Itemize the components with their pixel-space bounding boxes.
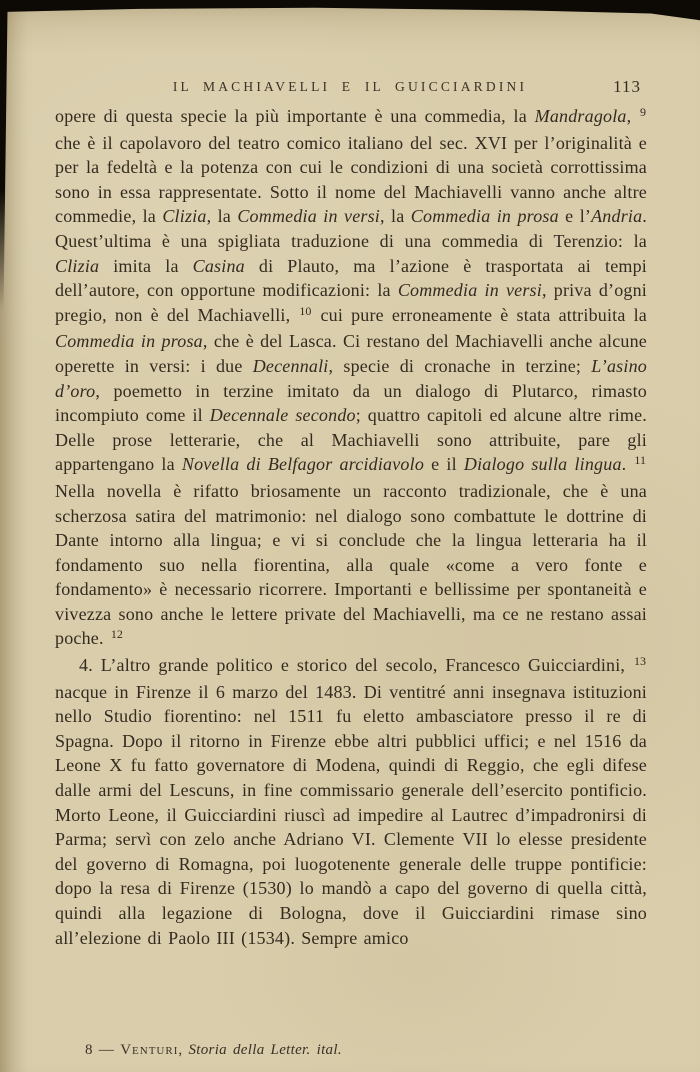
text-run: . (621, 454, 634, 475)
text-run: Nella novella è rifatto briosamente un racconto tradizionale, che è una scherzosa satira del matrimonio: nel dialogo sono combattute le dottrine di Dante intorno alla lingua; e vi si conclude che la lingua letteraria ha il fondamento suo nella fiorentina, alla quale «come a vero fonte e fondamento» è necessario ricorrere. Importanti e bellissime per spontaneità e vivezza sono anche le lettere private del Machiavelli, ma ce ne restano assai poche. (55, 480, 647, 649)
text-run: Dialogo sulla lingua (463, 454, 622, 475)
text-run: Commedia in versi (237, 206, 381, 227)
text-run: , (178, 1042, 189, 1058)
footnote-reference: 9 (640, 105, 647, 119)
footnote-reference: 10 (299, 303, 312, 318)
text-run: che è il capolavoro del teatro comico italiano del sec. XVI per l’originalità e per la fedeltà e la potenza con cui le condizioni di una società corrottissima sono in essa rappresentate. Sotto il nome del Machiavelli vanno anche altre commedie, la (55, 132, 647, 227)
text-run: di Plauto, ma l’azione è trasportata ai tempi dell’autore, con opportune modificazioni: la (55, 255, 648, 301)
text-run: Clizia (162, 206, 207, 227)
text-run: , (626, 106, 640, 126)
text-run: Commedia in versi (397, 280, 542, 301)
paragraph (55, 104, 647, 653)
footnote-reference: 13 (634, 654, 646, 669)
footnote-reference: 11 (634, 453, 646, 468)
text-run: Venturi (120, 1042, 179, 1058)
footer-note (85, 1042, 342, 1059)
text-run: , che è del Lasca. Ci restano del Machiavelli anche alcune operette in versi: i due (55, 331, 647, 376)
text-run: L’asino d’oro (55, 355, 647, 401)
text-run: opere di questa specie la più importante è una commedia, la (55, 106, 535, 126)
text-run: Commedia in prosa (55, 331, 203, 352)
text-run: ; quattro capitoli ed alcune altre rime. Delle prose letterarie, che al Machiavelli sono attribuite, pare gli appartengano la (55, 405, 648, 475)
text-run: Commedia in prosa (410, 206, 559, 227)
text-run: Andria (591, 206, 643, 227)
text-run: , la (206, 206, 238, 227)
text-run: Decennale secondo (209, 405, 356, 426)
text-run: . Quest’ultima è una spigliata traduzione di una commedia di Terenzio: la (55, 206, 647, 251)
text-run: cui pure erroneamente è stata attribuita la (312, 304, 647, 325)
text-run: 4. L’altro grande politico e storico del secolo, Francesco Guicciardini, (79, 655, 633, 676)
page-number: 113 (613, 77, 641, 96)
page-header (55, 79, 645, 101)
text-run: , la (380, 206, 411, 227)
text-run: imita la (99, 255, 193, 276)
text-run: e il (424, 454, 464, 475)
body-text (55, 104, 647, 950)
footnote-reference: 12 (110, 627, 123, 642)
text-run: Mandragola (534, 106, 627, 126)
paragraph (55, 653, 647, 950)
text-run: Clizia (55, 255, 100, 276)
text-run: , specie di cronache in terzine; (328, 355, 592, 376)
text-run: Novella di Belfagor arcidiavolo (181, 454, 425, 475)
running-title: IL MACHIAVELLI E IL GUICCIARDINI (172, 79, 528, 94)
text-run: , poemetto in terzine imitato da un dialogo di Plutarco, rimasto incompiuto come il (55, 380, 647, 426)
text-run: Storia della Letter. ital. (188, 1042, 342, 1058)
text-run: e l’ (558, 206, 592, 227)
text-run: nacque in Firenze il 6 marzo del 1483. Di ventitré anni insegnava istituzioni nello Studio fiorentino: nel 1511 fu eletto ambasciatore presso il re di Spagna. Dopo il ritorno in Firenze ebbe altri pubblici uffici; e nel 1516 da Leone X fu fatto governatore di Modena, quindi di Reggio, che egli difese dalle armi del Lescuns, in fine commissario generale dell’esercito pontificio. Morto Leone, il Guicciardini riuscì ad impedire al Lautrec d’impadronirsi di Parma; servì con zelo anche Adriano VI. Clemente VII lo elesse presidente del governo di Romagna, poi luogotenente generale delle truppe pontificie: dopo la resa di Firenze (1530) lo mandò a capo del governo di quella città, quindi alla legazione di Bologna, dove il Guicciardini rimase sino all’elezione di Paolo III (1534). Sempre amico (55, 681, 647, 948)
text-run: Decennali (252, 355, 329, 376)
text-run: Casina (192, 255, 245, 276)
text-run: , priva d’ogni pregio, non è del Machiavelli, (55, 280, 648, 325)
text-run: 8 — (85, 1042, 121, 1058)
